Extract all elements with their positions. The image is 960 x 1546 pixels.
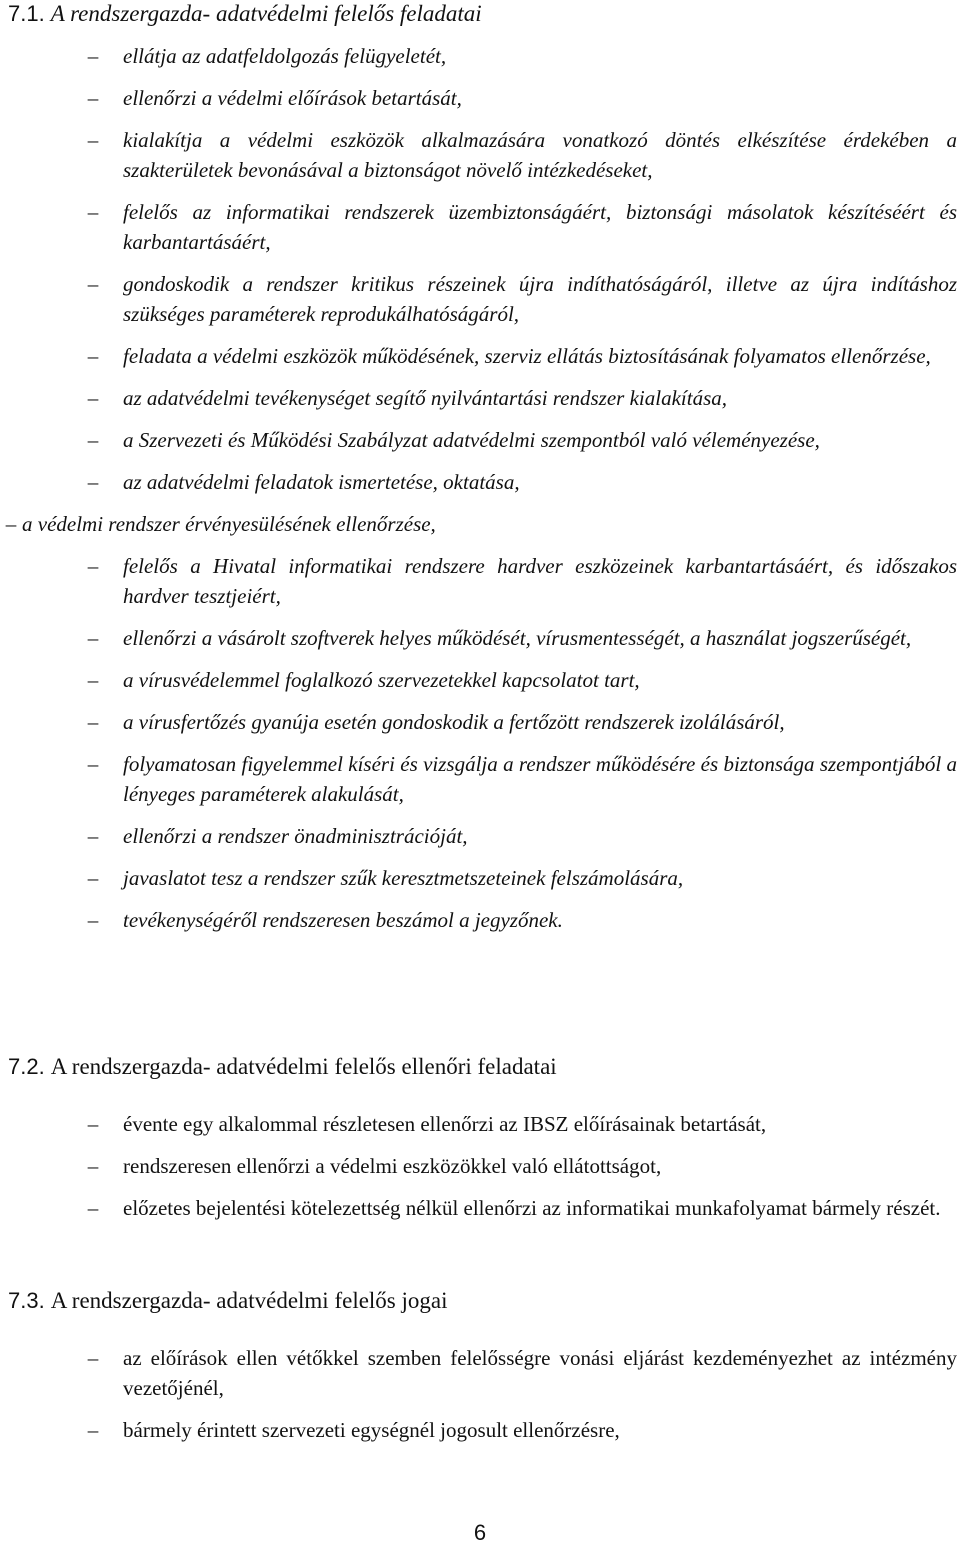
list-item [0,1415,960,1445]
list-item-text: ellátja az adatfeldolgozás felügyeletét, [123,44,447,68]
list-item-text: rendszeresen ellenőrzi a védelmi eszközökkel való ellátottságot, [123,1154,662,1178]
list-item-text: előzetes bejelentési kötelezettség nélkül ellenőrzi az informatikai munkafolyamat bármely részét. [123,1196,941,1220]
section-title: A rendszergazda- adatvédelmi felelős feladatai [50,1,482,26]
list-item [0,905,960,935]
section-title: A rendszergazda- adatvédelmi felelős ellenőri feladatai [50,1054,557,1079]
dash-bullet: – [5,512,17,536]
list-item [0,41,960,71]
list-item-text: bármely érintett szervezeti egységnél jogosult ellenőrzésre, [123,1418,620,1442]
list-item [0,551,960,611]
list-item-text: ellenőrzi a vásárolt szoftverek helyes működését, vírusmentességét, a használat jogszerűségét, [123,626,912,650]
list-item [0,269,960,329]
dash-bullet: – [87,1154,99,1178]
list-item [0,197,960,257]
dash-bullet: – [87,344,99,368]
section-heading-7-3 [8,1287,448,1315]
section-number: 7.3. [8,1288,45,1313]
list-item-text: javaslatot tesz a rendszer szűk keresztmetszeteinek felszámolására, [123,866,684,890]
list-item-text: az adatvédelmi tevékenységet segítő nyilvántartási rendszer kialakítása, [123,386,727,410]
list-item [0,341,960,371]
section-heading-7-2 [8,1053,557,1081]
list-item-text: kialakítja a védelmi eszközök alkalmazására vonatkozó döntés elkészítése érdekében a szakterületek bevonásával a biztonságot növelő intézkedéseket, [123,128,957,182]
dash-bullet: – [87,1418,99,1442]
section-number: 7.2. [8,1054,45,1079]
list-item [0,1109,960,1139]
list-item [0,125,960,185]
rights-list [0,1343,960,1445]
list-item-text: a Szervezeti és Működési Szabályzat adatvédelmi szempontból való véleményezése, [123,428,820,452]
duties-list [0,41,960,935]
list-item [0,83,960,113]
list-item [0,665,960,695]
dash-bullet: – [87,128,99,152]
list-item [0,707,960,737]
dash-bullet: – [87,428,99,452]
dash-bullet: – [87,1346,99,1370]
list-item [0,863,960,893]
list-item-text: az előírások ellen vétőkkel szemben felelősségre vonási eljárást kezdeményezhet az intézmény vezetőjénél, [123,1346,957,1400]
dash-bullet: – [87,200,99,224]
inspector-duties-list [0,1109,960,1223]
list-item-text: folyamatosan figyelemmel kíséri és vizsgálja a rendszer működésére és biztonsága szempontjából a lényeges paraméterek alakulását, [123,752,957,806]
list-item-text: az adatvédelmi feladatok ismertetése, oktatása, [123,470,520,494]
dash-bullet: – [87,710,99,734]
dash-bullet: – [87,824,99,848]
list-item-text: ellenőrzi a rendszer önadminisztrációját, [123,824,468,848]
dash-bullet: – [87,1112,99,1136]
list-item-text: évente egy alkalommal részletesen ellenőrzi az IBSZ előírásainak betartását, [123,1112,767,1136]
list-item-text: a vírusfertőzés gyanúja esetén gondoskodik a fertőzött rendszerek izolálásáról, [123,710,785,734]
list-item [0,1151,960,1181]
list-item-text: a védelmi rendszer érvényesülésének ellenőrzése, [22,512,436,536]
list-item [0,383,960,413]
dash-bullet: – [87,86,99,110]
list-item [0,509,960,539]
list-item [0,1193,960,1223]
dash-bullet: – [87,554,99,578]
list-item-text: tevékenységéről rendszeresen beszámol a jegyzőnek. [123,908,563,932]
dash-bullet: – [87,866,99,890]
list-item [0,749,960,809]
page-number: 6 [473,1520,487,1545]
list-item-text: a vírusvédelemmel foglalkozó szervezetekkel kapcsolatot tart, [123,668,640,692]
section-number: 7.1. [8,1,45,26]
dash-bullet: – [87,626,99,650]
dash-bullet: – [87,470,99,494]
dash-bullet: – [87,44,99,68]
dash-bullet: – [87,1196,99,1220]
dash-bullet: – [87,908,99,932]
dash-bullet: – [87,668,99,692]
dash-bullet: – [87,752,99,776]
list-item-text: ellenőrzi a védelmi előírások betartását, [123,86,462,110]
list-item-text: feladata a védelmi eszközök működésének, szerviz ellátás biztosításának folyamatos ellenőrzése, [123,344,931,368]
list-item-text: felelős az informatikai rendszerek üzembiztonságáért, biztonsági másolatok készítéséért és karbantartásáért, [123,200,957,254]
list-item [0,821,960,851]
list-item-text: felelős a Hivatal informatikai rendszere hardver eszközeinek karbantartásáért, és időszakos hardver tesztjeiért, [123,554,957,608]
dash-bullet: – [87,272,99,296]
list-item [0,623,960,653]
section-heading-7-1 [8,0,482,28]
section-title: A rendszergazda- adatvédelmi felelős jogai [50,1288,448,1313]
list-item [0,425,960,455]
list-item [0,467,960,497]
list-item [0,1343,960,1403]
list-item-text: gondoskodik a rendszer kritikus részeinek újra indíthatóságáról, illetve az újra indításhoz szükséges paraméterek reprodukálhatóságáról, [123,272,957,326]
dash-bullet: – [87,386,99,410]
